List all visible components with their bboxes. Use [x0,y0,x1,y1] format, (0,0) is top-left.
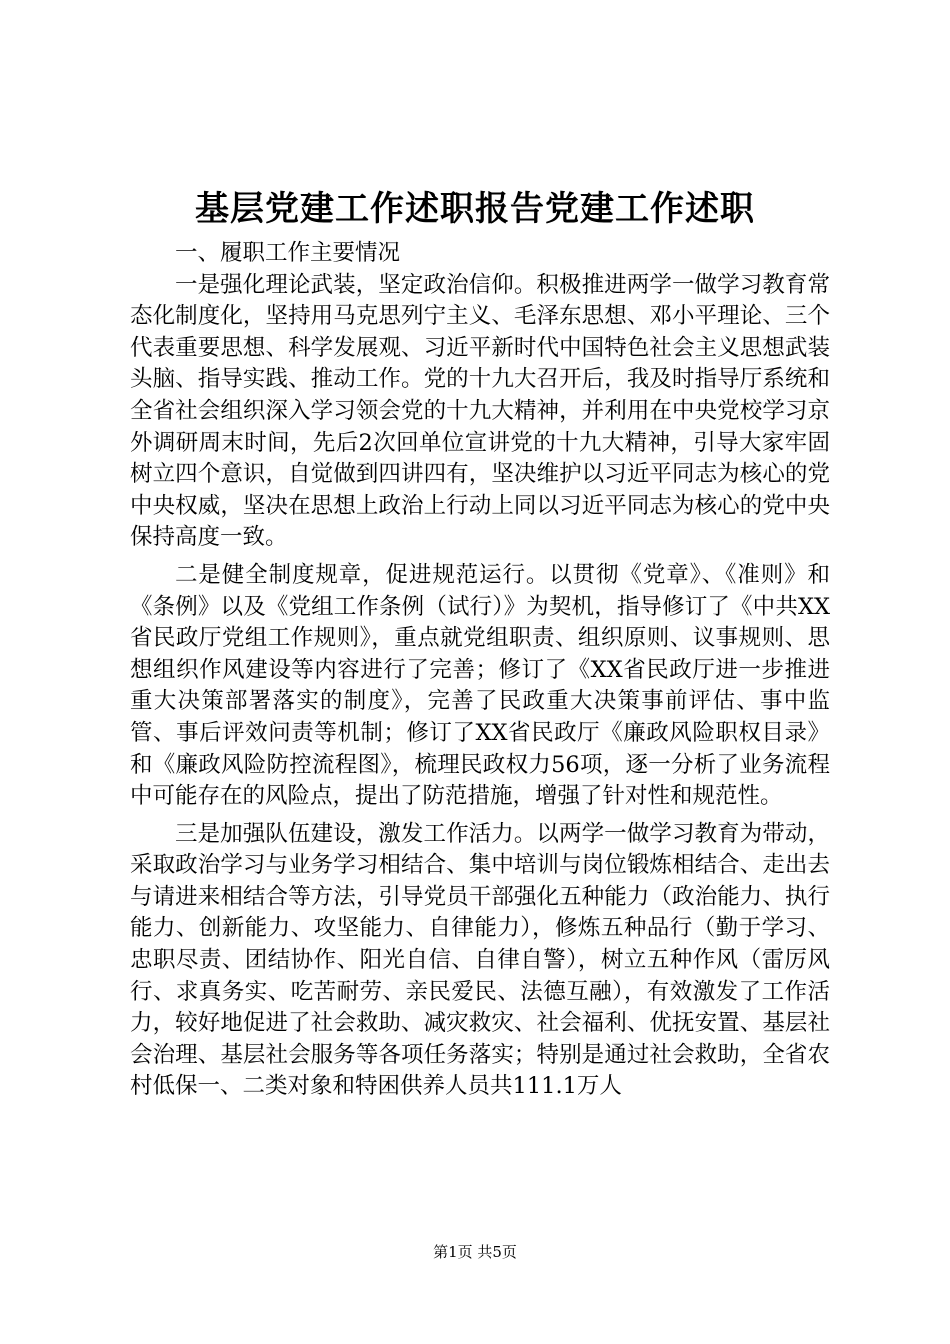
body-paragraph: 一是强化理论武装，坚定政治信仰。积极推进两学一做学习教育常态化制度化，坚持用马克思列宁主义、毛泽东思想、邓小平理论、三个代表重要思想、科学发展观、习近平新时代中国特色社会主义思想武装头脑、指导实践、推动工作。党的十九大召开后，我及时指导厅系统和全省社会组织深入学习领会党的十九大精神，并利用在中央党校学习京外调研周末时间，先后2次回单位宣讲党的十九大精神，引导大家牢固树立四个意识，自觉做到四讲四有，坚决维护以习近平同志为核心的党中央权威，坚决在思想上政治上行动上同以习近平同志为核心的党中央保持高度一致。 [130,271,830,551]
section-heading: 一、履职工作主要情况 [175,240,401,266]
document-title: 基层党建工作述职报告党建工作述职 [195,189,755,229]
body-paragraph: 二是健全制度规章，促进规范运行。以贯彻《党章》、《准则》和《条例》以及《党组工作条例（试行）》为契机，指导修订了《中共XX省民政厅党组工作规则》，重点就党组职责、组织原则、议事规则、思想组织作风建设等内容进行了完善；修订了《XX省民政厅进一步推进重大决策部署落实的制度》，完善了民政重大决策事前评估、事中监管、事后评效问责等机制；修订了XX省民政厅《廉政风险职权目录》和《廉政风险防控流程图》，梳理民政权力56项，逐一分析了业务流程中可能存在的风险点，提出了防范措施，增强了针对性和规范性。 [130,561,830,810]
body-paragraph: 三是加强队伍建设，激发工作活力。以两学一做学习教育为带动，采取政治学习与业务学习相结合、集中培训与岗位锻炼相结合、走出去与请进来相结合等方法，引导党员干部强化五种能力（政治能力、执行能力、创新能力、攻坚能力、自律能力），修炼五种品行（勤于学习、忠职尽责、团结协作、阳光自信、自律自警），树立五种作风（雷厉风行、求真务实、吃苦耐劳、亲民爱民、法德互融），有效激发了工作活力，较好地促进了社会救助、减灾救灾、社会福利、优抚安置、基层社会治理、基层社会服务等各项任务落实；特别是通过社会救助，全省农村低保一、二类对象和特困供养人员共111.1万人 [130,820,830,1100]
document-body [130,238,830,1103]
page-number-footer: 第1页 共5页 [433,1243,517,1261]
